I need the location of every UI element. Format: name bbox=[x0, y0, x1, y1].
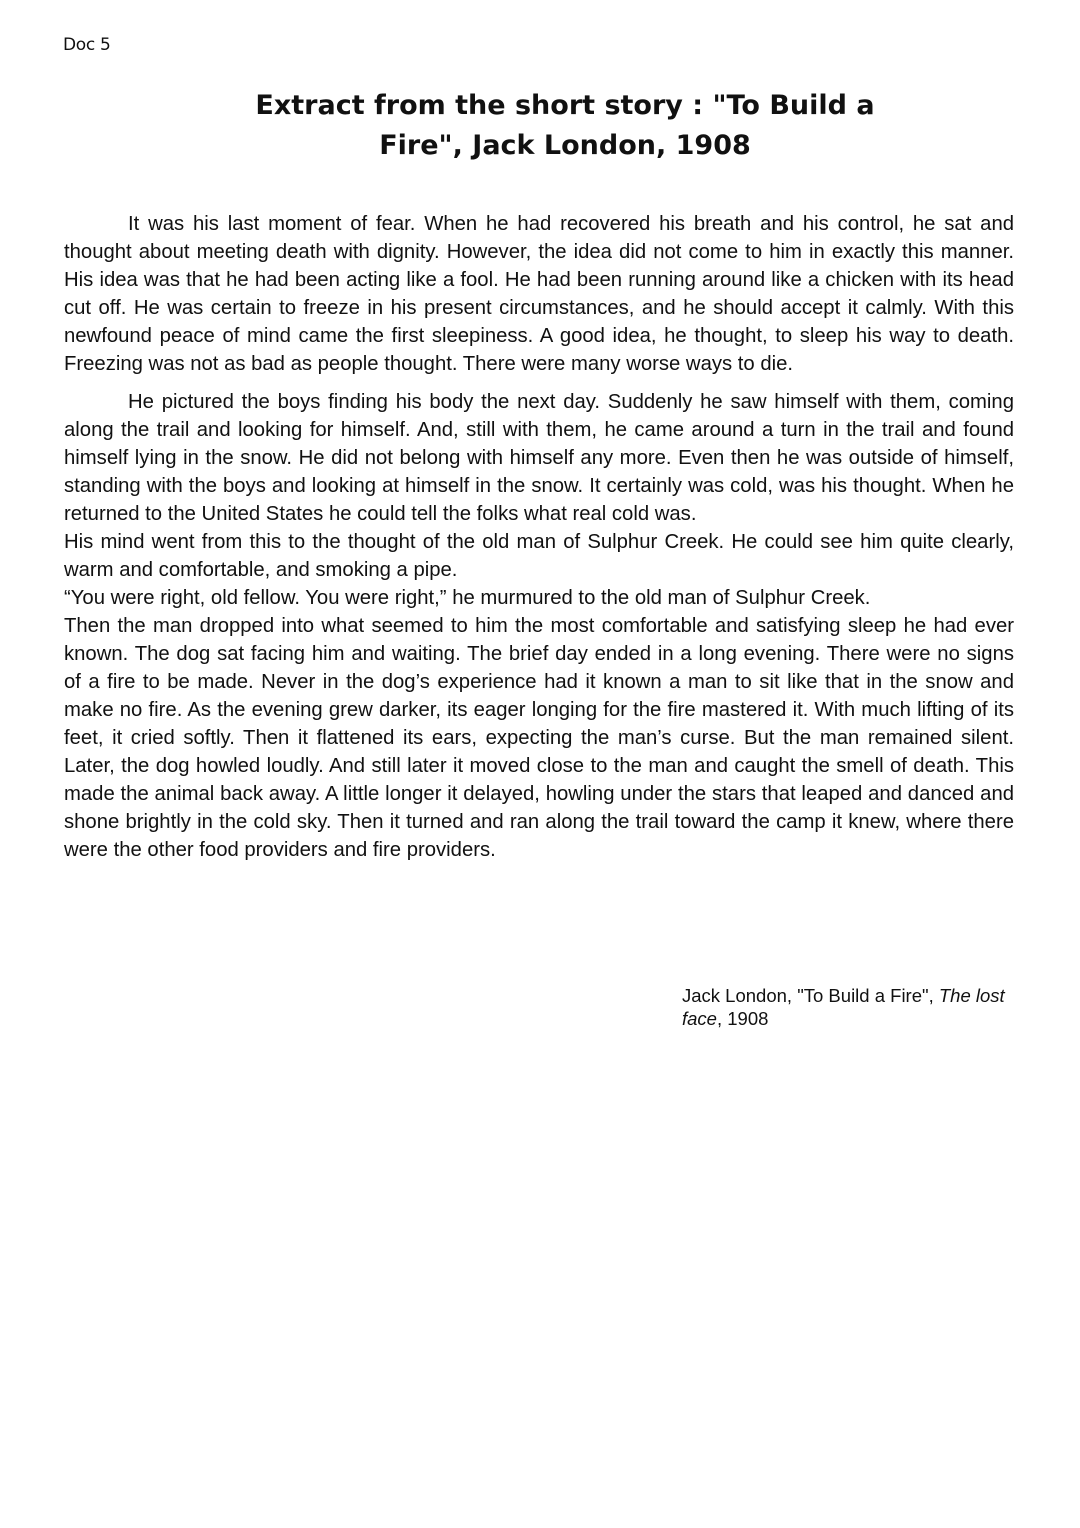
document-label: Doc 5 bbox=[63, 35, 111, 55]
title-line-1: Extract from the short story : "To Build a bbox=[255, 90, 875, 121]
citation-book-title: The lost face bbox=[682, 985, 1005, 1029]
story-extract bbox=[64, 210, 1014, 864]
source-citation bbox=[682, 984, 1012, 1030]
citation-prefix: Jack London, "To Build a Fire", bbox=[682, 985, 939, 1006]
paragraph-4: “You were right, old fellow. You were right,” he murmured to the old man of Sulphur Creek. bbox=[64, 587, 871, 609]
title-line-2: Fire", Jack London, 1908 bbox=[379, 130, 751, 161]
paragraph-1: It was his last moment of fear. When he had recovered his breath and his control, he sat and thought about meeting death with dignity. However, the idea did not come to him in exactly this manner. His idea was that he had been acting like a fool. He had been running around like a chicken with its head cut off. He was certain to freeze in his present circumstances, and he should accept it calmly. With this newfound peace of mind came the first sleepiness. A good idea, he thought, to sleep his way to death. Freezing was not as bad as people thought. There were many worse ways to die. bbox=[64, 213, 1014, 375]
paragraph-2: He pictured the boys finding his body the next day. Suddenly he saw himself with them, coming along the trail and looking for himself. And, still with them, he came around a turn in the trail and found himself lying in the snow. He did not belong with himself any more. Even then he was outside of himself, standing with the boys and looking at himself in the snow. It certainly was cold, was his thought. When he returned to the United States he could tell the folks what real cold was. bbox=[64, 391, 1014, 525]
paragraph-5: Then the man dropped into what seemed to him the most comfortable and satisfying sleep he had ever known. The dog sat facing him and waiting. The brief day ended in a long evening. There were no signs of a fire to be made. Never in the dog’s experience had it known a man to sit like that in the snow and make no fire. As the evening grew darker, its eager longing for the fire mastered it. With much lifting of its feet, it cried softly. Then it flattened its ears, expecting the man’s curse. But the man remained silent. Later, the dog howled loudly. And still later it moved close to the man and caught the smell of death. This made the animal back away. A little longer it delayed, howling under the stars that leaped and danced and shone brightly in the cold sky. Then it turned and ran along the trail toward the camp it knew, where there were the other food providers and fire providers. bbox=[64, 615, 1014, 861]
paragraph-3: His mind went from this to the thought of the old man of Sulphur Creek. He could see him quite clearly, warm and comfortable, and smoking a pipe. bbox=[64, 531, 1014, 581]
page-title bbox=[200, 86, 930, 166]
citation-suffix: , 1908 bbox=[716, 1008, 769, 1029]
